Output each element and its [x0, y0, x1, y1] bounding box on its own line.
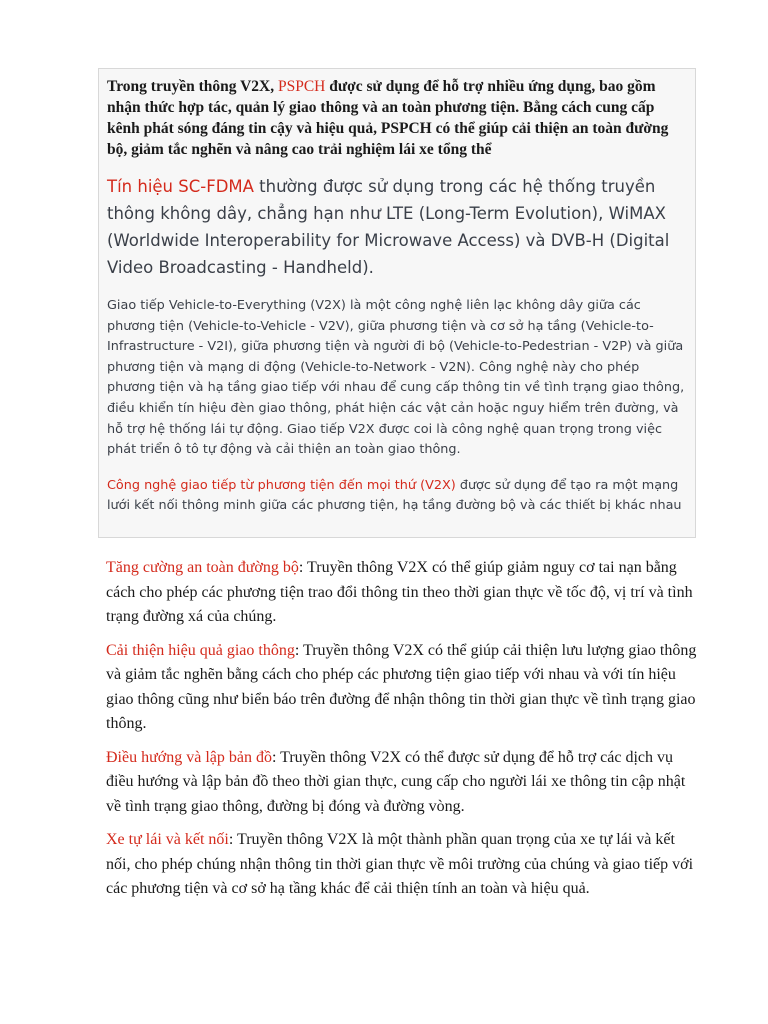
pspch-post-text: được sử dụng để hỗ trợ nhiều ứng dụng, bao gồm nhận thức hợp tác, quản lý giao thông và an toàn phương tiện. Bằng cách cung cấp kênh phát sóng đáng tin cậy và hiệu quả, PSPCH có thể giúp cải thiện an toàn đường bộ, giảm tắc nghẽn và nâng cao trải nghiệm lái xe tổng thể: [107, 78, 669, 158]
v2x-definition-paragraph: Giao tiếp Vehicle-to-Everything (V2X) là một công nghệ liên lạc không dây giữa các phương tiện (Vehicle-to-Vehicle - V2V), giữa phương tiện và cơ sở hạ tầng (Vehicle-to-Infrastructure - V2I), giữa phương tiện và người đi bộ (Vehicle-to-Pedestrian - V2P) và giữa phương tiện và mạng di động (Vehicle-to-Network - V2N). Công nghệ này cho phép phương tiện và hạ tầng giao tiếp với nhau để cung cấp thông tin về tình trạng giao thông, điều khiển tín hiệu đèn giao thông, phát hiện các vật cản hoặc nguy hiểm trên đường, và hỗ trợ hệ thống lái tự động. Giao tiếp V2X được coi là công nghệ quan trọng trong việc phát triển ô tô tự động và cải thiện an toàn giao thông.: [107, 298, 685, 458]
benefit-separator: :: [298, 559, 308, 576]
benefit-separator: :: [228, 831, 238, 848]
v2x-network-paragraph: [107, 476, 687, 517]
benefit-text: Truyền thông V2X có thể giúp cải thiện lưu lượng giao thông và giảm tắc nghẽn bằng cách cho phép các phương tiện giao tiếp với nhau và với tín hiệu giao thông cũng như biển báo trên đường để nhận thông tin thời gian thực về tình trạng giao thông.: [106, 641, 697, 732]
benefit-separator: :: [294, 641, 304, 659]
benefit-term: Cải thiện hiệu quả giao thông: [106, 641, 295, 659]
benefit-paragraph: [106, 556, 698, 630]
v2x-network-term: Công nghệ giao tiếp từ phương tiện đến mọi thứ (V2X): [107, 477, 456, 493]
v2x-network-text: được sử dụng để tạo ra một mạng lưới kết nối thông minh giữa các phương tiện, hạ tầng đường bộ và các thiết bị khác nhau: [107, 477, 682, 514]
benefit-text: Truyền thông V2X có thể giúp giảm nguy cơ tai nạn bằng cách cho phép các phương tiện trao đổi thông tin theo thời gian thực về tốc độ, vị trí và tình trạng đường xá của chúng.: [106, 559, 693, 625]
sc-fdma-term: Tín hiệu SC-FDMA: [107, 177, 254, 196]
sc-fdma-paragraph: [107, 173, 687, 281]
sc-fdma-text: thường được sử dụng trong các hệ thống truyền thông không dây, chẳng hạn như LTE (Long-Term Evolution), WiMAX (Worldwide Interoperability for Microwave Access) và DVB-H (Digital Video Broadcasting - Handheld).: [107, 177, 670, 277]
benefit-term: Điều hướng và lập bản đồ: [106, 748, 272, 766]
benefit-separator: :: [271, 748, 281, 766]
benefits-section: [106, 556, 698, 911]
highlighted-text-box: [98, 68, 696, 538]
pspch-term: PSPCH: [277, 78, 326, 95]
benefit-text: Truyền thông V2X có thể được sử dụng để hỗ trợ các dịch vụ điều hướng và lập bản đồ theo thời gian thực, cung cấp cho người lái xe thông tin cập nhật về tình trạng giao thông, đường bị đóng và đường vòng.: [106, 748, 686, 815]
pspch-paragraph: [107, 76, 687, 160]
benefit-paragraph: [106, 828, 698, 902]
benefit-term: Tăng cường an toàn đường bộ: [106, 559, 299, 576]
benefit-term: Xe tự lái và kết nối: [106, 831, 229, 848]
pspch-pre-text: Trong truyền thông V2X,: [107, 78, 278, 95]
benefit-paragraph: [106, 746, 698, 820]
benefit-paragraph: [106, 639, 698, 737]
benefit-text: Truyền thông V2X là một thành phần quan trọng của xe tự lái và kết nối, cho phép chúng nhận thông tin thời gian thực về môi trường của chúng và giao tiếp với các phương tiện và cơ sở hạ tầng khác để cải thiện tính an toàn và hiệu quả.: [106, 831, 694, 897]
